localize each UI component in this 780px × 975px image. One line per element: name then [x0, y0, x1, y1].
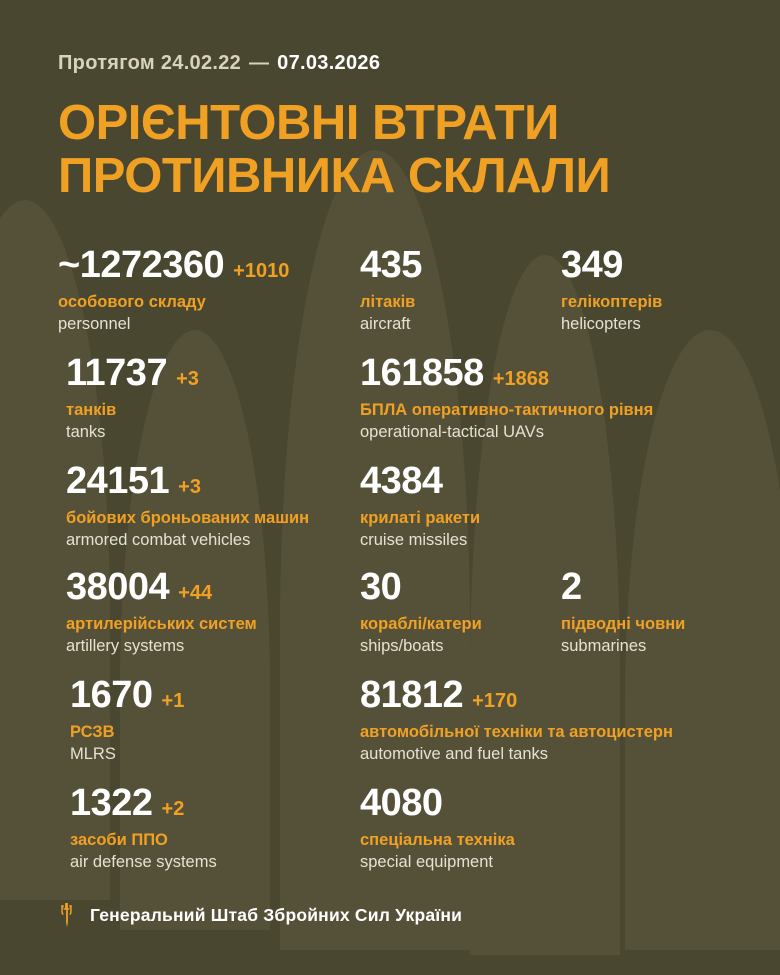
tryzub-icon [58, 903, 76, 927]
loss-label-ua: підводні човни [561, 614, 686, 633]
loss-label-en: personnel [58, 314, 131, 333]
loss-delta: +3 [178, 475, 201, 498]
loss-item-air-defense [70, 781, 217, 872]
loss-label-ua: кораблі/катери [360, 614, 482, 633]
loss-label-en: aircraft [360, 314, 411, 333]
loss-label-en: artillery systems [66, 636, 185, 655]
loss-value: 435 [360, 243, 422, 286]
date-range-end: 07.03.2026 [277, 52, 381, 74]
loss-item-cruise-missiles [360, 459, 481, 550]
loss-label-ua: РСЗВ [70, 722, 115, 741]
date-range-separator: — [248, 52, 270, 74]
loss-label-ua: артилерійських систем [66, 614, 257, 633]
loss-label-en: air defense systems [70, 852, 217, 871]
footer [58, 903, 462, 927]
loss-delta: +1868 [492, 367, 549, 390]
loss-item-submarines [561, 565, 686, 656]
losses-grid [58, 243, 722, 876]
loss-delta: +3 [176, 367, 199, 390]
loss-label-ua: літаків [360, 292, 416, 311]
loss-item-artillery [66, 565, 257, 656]
loss-label-ua: спеціальна техніка [360, 830, 515, 849]
loss-value: ~1272360 [58, 243, 225, 286]
loss-delta: +170 [472, 689, 518, 712]
loss-delta: +44 [178, 581, 213, 604]
loss-item-automotive [360, 673, 673, 764]
date-range [58, 0, 722, 75]
loss-item-helicopters [561, 243, 663, 334]
loss-delta: +1010 [233, 259, 290, 282]
date-range-start: Протягом 24.02.22 [58, 52, 242, 74]
loss-value: 24151 [66, 459, 170, 502]
loss-value: 4384 [360, 459, 443, 502]
loss-item-tanks [66, 351, 199, 442]
loss-item-uav [360, 351, 654, 442]
page-title-line-2: ПРОТИВНИКА СКЛАЛИ [58, 149, 611, 204]
loss-label-ua: БПЛА оперативно-тактичного рівня [360, 400, 654, 419]
loss-item-special-equipment [360, 781, 515, 872]
loss-item-ships [360, 565, 482, 656]
loss-label-en: submarines [561, 636, 647, 655]
loss-label-ua: танків [66, 400, 117, 419]
loss-item-armored-vehicles [66, 459, 310, 550]
loss-label-en: MLRS [70, 744, 116, 763]
loss-label-en: tanks [66, 422, 106, 441]
loss-value: 1670 [70, 673, 153, 716]
loss-label-en: helicopters [561, 314, 641, 333]
page-title [58, 97, 722, 204]
loss-label-ua: автомобільної техніки та автоцистерн [360, 722, 673, 741]
loss-label-en: cruise missiles [360, 530, 468, 549]
loss-label-ua: особового складу [58, 292, 206, 311]
loss-item-personnel [58, 243, 290, 334]
loss-value: 1322 [70, 781, 153, 824]
loss-value: 349 [561, 243, 623, 286]
loss-label-en: operational-tactical UAVs [360, 422, 545, 441]
loss-delta: +2 [161, 797, 185, 820]
page-title-line-1: ОРІЄНТОВНІ ВТРАТИ [58, 96, 559, 150]
loss-label-ua: крилаті ракети [360, 508, 481, 527]
loss-value: 4080 [360, 781, 443, 824]
loss-label-ua: бойових броньованих машин [66, 508, 310, 527]
loss-label-en: armored combat vehicles [66, 530, 251, 549]
loss-value: 81812 [360, 673, 464, 716]
loss-value: 30 [360, 565, 402, 608]
loss-value: 161858 [360, 351, 484, 394]
loss-label-en: ships/boats [360, 636, 444, 655]
loss-value: 11737 [66, 351, 168, 394]
loss-item-mlrs [70, 673, 185, 764]
loss-item-aircraft [360, 243, 431, 334]
loss-label-en: special equipment [360, 852, 493, 871]
loss-label-en: automotive and fuel tanks [360, 744, 549, 763]
loss-delta: +1 [161, 689, 185, 712]
loss-label-ua: засоби ППО [70, 830, 168, 849]
loss-value: 2 [561, 565, 582, 608]
loss-label-ua: гелікоптерів [561, 292, 663, 311]
loss-value: 38004 [66, 565, 170, 608]
footer-text: Генеральний Штаб Збройних Сил України [90, 904, 463, 925]
